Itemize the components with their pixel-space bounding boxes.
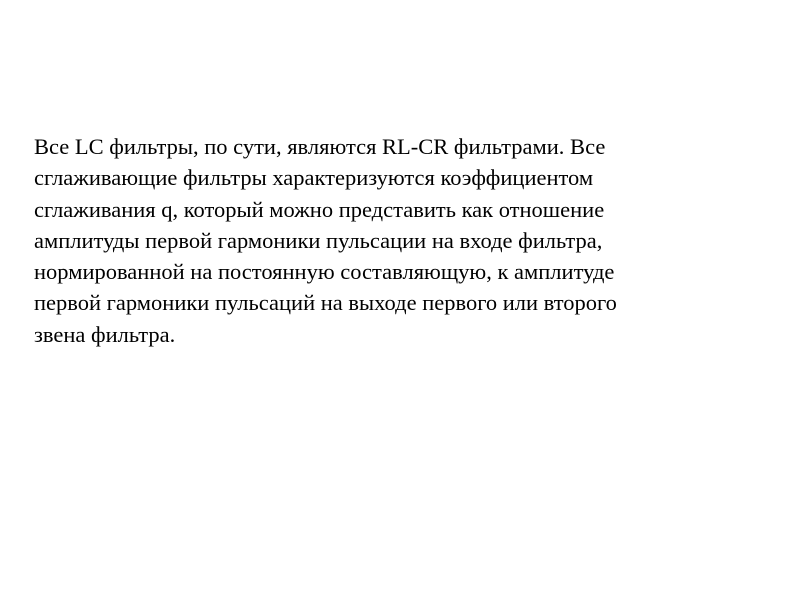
paragraph-line-4: амплитуды первой гармоники пульсации на входе фильтра, <box>34 227 603 253</box>
paragraph-line-5: нормированной на постоянную составляющую, к амплитуде <box>34 259 615 285</box>
paragraph-line-3: сглаживания q, который можно представить как отношение <box>34 196 605 222</box>
body-paragraph <box>34 131 754 350</box>
paragraph-line-2: сглаживающие фильтры характеризуются коэффициентом <box>34 165 594 191</box>
paragraph-line-6: первой гармоники пульсаций на выходе первого или второго <box>34 290 617 316</box>
paragraph-line-1: Все LC фильтры, по сути, являются RL-CR фильтрами. Все <box>34 134 606 159</box>
paragraph-line-7: звена фильтра. <box>34 321 176 347</box>
